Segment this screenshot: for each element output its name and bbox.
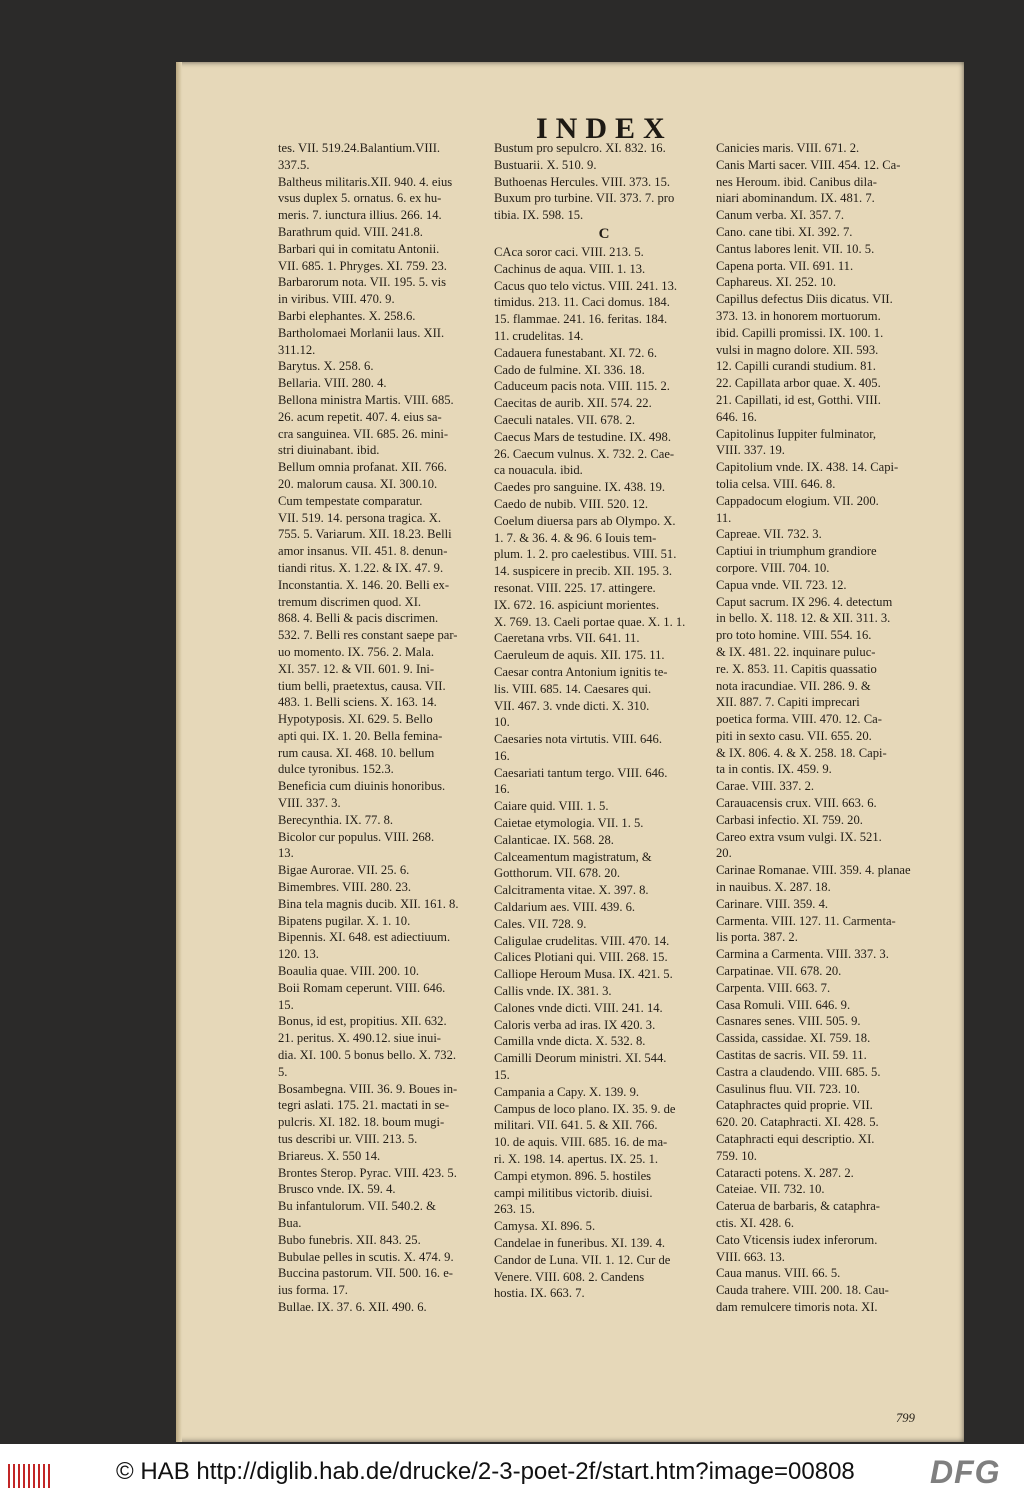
index-entry-line: Barbi elephantes. X. 258.6. bbox=[278, 308, 416, 323]
index-entry-line: apti qui. IX. 1. 20. Bella femina- bbox=[278, 728, 443, 743]
page-header: INDEX bbox=[536, 112, 673, 145]
index-entry-line: ri. X. 198. 14. apertus. IX. 25. 1. bbox=[494, 1152, 659, 1167]
index-entry-line: timidus. 213. 11. Caci domus. 184. bbox=[494, 295, 670, 310]
index-entry-line: Capillus defectus Diis dicatus. VII. bbox=[716, 292, 893, 307]
index-entry-line: Buccina pastorum. VII. 500. 16. e- bbox=[278, 1266, 453, 1281]
index-entry-line: in viribus. VIII. 470. 9. bbox=[278, 292, 395, 307]
index-entry-line: Carinae Romanae. VIII. 359. 4. planae bbox=[716, 863, 911, 878]
index-entry-line: Bustuarii. X. 510. 9. bbox=[494, 157, 597, 172]
index-entry-line: Buxum pro turbine. VII. 373. 7. pro bbox=[494, 191, 675, 206]
index-entry-line: cra sanguinea. VII. 685. 26. mini- bbox=[278, 426, 449, 441]
index-entry-line: 22. Capillata arbor quae. X. 405. bbox=[716, 376, 881, 391]
index-entry-line: 483. 1. Belli sciens. X. 163. 14. bbox=[278, 695, 437, 710]
index-entry-line: Captiui in triumphum grandiore bbox=[716, 544, 877, 559]
index-entry-line: 12. Capilli curandi studium. 81. bbox=[716, 359, 876, 374]
index-entry-line: dam remulcere timoris nota. XI. bbox=[716, 1299, 878, 1314]
index-column-1 bbox=[278, 140, 492, 1316]
index-entry-line: dia. XI. 100. 5 bonus bello. X. 732. bbox=[278, 1048, 457, 1063]
index-entry-line: Barbarorum nota. VII. 195. 5. vis bbox=[278, 275, 447, 290]
index-entry-line: VIII. 337. 19. bbox=[716, 443, 785, 458]
index-entry-line: Carpenta. VIII. 663. 7. bbox=[716, 980, 831, 995]
index-entry-line: tremum discrimen quod. XI. bbox=[278, 594, 422, 609]
index-column-3 bbox=[716, 140, 938, 1316]
index-entry-line: Cano. cane tibi. XI. 392. 7. bbox=[716, 224, 853, 239]
index-entry-line: Bustum pro sepulcro. XI. 832. 16. bbox=[494, 141, 666, 155]
index-entry-line: Bellona ministra Martis. VIII. 685. bbox=[278, 392, 454, 407]
index-entry-line: Bubulae pelles in scutis. X. 474. 9. bbox=[278, 1249, 454, 1264]
index-entry-line: nota iracundiae. VII. 286. 9. & bbox=[716, 678, 871, 693]
index-entry-line: Carbasi infectio. XI. 759. 20. bbox=[716, 812, 863, 827]
page-number: 799 bbox=[896, 1411, 915, 1425]
index-entry-line: rum causa. XI. 468. 10. bellum bbox=[278, 745, 435, 760]
index-entry-line: dulce tyronibus. 152.3. bbox=[278, 762, 394, 777]
index-entry-line: Caesar contra Antonium ignitis te- bbox=[494, 664, 668, 679]
index-entry-line: Caeretana vrbs. VII. 641. 11. bbox=[494, 631, 640, 646]
index-entry-line: amor insanus. VII. 451. 8. denun- bbox=[278, 544, 448, 559]
index-entry-line: Caloris verba ad iras. IX 420. 3. bbox=[494, 1017, 656, 1032]
index-entry-line: ctis. XI. 428. 6. bbox=[716, 1216, 795, 1230]
index-entry-line: Brusco vnde. IX. 59. 4. bbox=[278, 1182, 396, 1197]
copyright-link[interactable]: © HAB http://diglib.hab.de/drucke/2-3-poet-2f/start.htm?image=00808 bbox=[116, 1458, 855, 1485]
index-entry-line: Caphareus. XI. 252. 10. bbox=[716, 275, 836, 290]
index-entry-line: 337.5. bbox=[278, 157, 310, 172]
index-entry-line: Berecynthia. IX. 77. 8. bbox=[278, 812, 394, 827]
index-entry-line: Casnares senes. VIII. 505. 9. bbox=[716, 1014, 861, 1029]
index-entry-line: Calcitramenta vitae. X. 397. 8. bbox=[494, 883, 649, 898]
index-entry-line: in nauibus. X. 287. 18. bbox=[716, 880, 831, 895]
hab-logo-icon bbox=[8, 1464, 52, 1488]
index-entry-line: ibid. Capilli promissi. IX. 100. 1. bbox=[716, 325, 884, 340]
index-entry-line: Carmenta. VIII. 127. 11. Carmenta- bbox=[716, 913, 896, 928]
index-entry-line: Capua vnde. VII. 723. 12. bbox=[716, 577, 847, 592]
index-entry-line: Caput sacrum. IX 296. 4. detectum bbox=[716, 594, 893, 609]
index-entry-line: Camysa. XI. 896. 5. bbox=[494, 1219, 596, 1234]
index-entry-line: Bonus, id est, propitius. XII. 632. bbox=[278, 1014, 447, 1029]
index-entry-line: Caldarium aes. VIII. 439. 6. bbox=[494, 900, 636, 915]
index-entry-line: Carauacensis crux. VIII. 663. 6. bbox=[716, 796, 877, 811]
index-entry-line: Caterua de barbaris, & cataphra- bbox=[716, 1199, 880, 1214]
index-entry-line: Cantus labores lenit. VII. 10. 5. bbox=[716, 241, 875, 256]
index-entry-line: tium belli, praetextus, causa. VII. bbox=[278, 678, 446, 693]
index-entry-line: X. 769. 13. Caeli portae quae. X. 1. 1. bbox=[494, 614, 686, 629]
index-entry-line: Barathrum quid. VIII. 241.8. bbox=[278, 224, 423, 239]
dfg-logo: DFG bbox=[930, 1454, 1001, 1490]
index-entry-line: 1. 7. & 36. 4. & 96. 6 Iouis tem- bbox=[494, 530, 657, 545]
index-entry-line: Barytus. X. 258. 6. bbox=[278, 359, 374, 374]
index-entry-line: Buthoenas Hercules. VIII. 373. 15. bbox=[494, 174, 671, 189]
index-entry-line: Capena porta. VII. 691. 11. bbox=[716, 258, 854, 273]
index-entry-line: Campus de loco plano. IX. 35. 9. de bbox=[494, 1101, 676, 1116]
index-entry-line: Calceamentum magistratum, & bbox=[494, 849, 652, 864]
index-entry-line: Calices Plotiani qui. VIII. 268. 15. bbox=[494, 950, 668, 965]
index-entry-line: Camilli Deorum ministri. XI. 544. bbox=[494, 1051, 667, 1066]
index-entry-line: resonat. VIII. 225. 17. attingere. bbox=[494, 580, 656, 595]
index-entry-line: 120. 13. bbox=[278, 947, 319, 962]
index-entry-line: Caietae etymologia. VII. 1. 5. bbox=[494, 816, 644, 831]
index-entry-line: 16. bbox=[494, 782, 510, 797]
index-entry-line: 21. Capillati, id est, Gotthi. VIII. bbox=[716, 392, 881, 407]
index-entry-line: Caedes pro sanguine. IX. 438. 19. bbox=[494, 480, 666, 495]
footer-bar bbox=[0, 1444, 1024, 1502]
index-entry-line: Caiare quid. VIII. 1. 5. bbox=[494, 799, 609, 814]
index-entry-line: Bubo funebris. XII. 843. 25. bbox=[278, 1232, 421, 1247]
page-edge bbox=[176, 62, 182, 1442]
index-entry-line: tiandi ritus. X. 1.22. & IX. 47. 9. bbox=[278, 560, 444, 575]
index-entry-line: Inconstantia. X. 146. 20. Belli ex- bbox=[278, 577, 450, 592]
index-entry-line: Gotthorum. VII. 678. 20. bbox=[494, 866, 621, 881]
index-entry-line: Canum verba. XI. 357. 7. bbox=[716, 208, 845, 223]
index-entry-line: 532. 7. Belli res constant saepe par- bbox=[278, 628, 458, 643]
index-entry-line: CAca soror caci. VIII. 213. 5. bbox=[494, 244, 644, 259]
index-entry-line: 14. suspicere in precib. XII. 195. 3. bbox=[494, 564, 673, 579]
index-entry-line: Capitolium vnde. IX. 438. 14. Capi- bbox=[716, 460, 899, 475]
index-entry-line: Capitolinus Iuppiter fulminator, bbox=[716, 426, 877, 441]
index-entry-line: Bipatens pugilar. X. 1. 10. bbox=[278, 913, 411, 928]
index-entry-line: Caduceum pacis nota. VIII. 115. 2. bbox=[494, 379, 670, 394]
index-entry-line: tus describi ur. VIII. 213. 5. bbox=[278, 1132, 418, 1147]
section-letter: C bbox=[598, 225, 610, 242]
index-entry-line: re. X. 853. 11. Capitis quassatio bbox=[716, 661, 877, 676]
index-entry-line: tes. VII. 519.24.Balantium.VIII. bbox=[278, 141, 441, 155]
index-entry-line: Cappadocum elogium. VII. 200. bbox=[716, 493, 879, 508]
index-entry-line: Capreae. VII. 732. 3. bbox=[716, 527, 822, 542]
index-entry-line: Caeculi natales. VII. 678. 2. bbox=[494, 412, 636, 427]
index-entry-line: 15. bbox=[494, 1068, 510, 1083]
index-entry-line: Boii Romam ceperunt. VIII. 646. bbox=[278, 980, 446, 995]
index-entry-line: ius forma. 17. bbox=[278, 1283, 348, 1298]
index-entry-line: 21. peritus. X. 490.12. siue inui- bbox=[278, 1031, 442, 1046]
index-entry-line: 20. malorum causa. XI. 300.10. bbox=[278, 476, 438, 491]
index-entry-line: 20. bbox=[716, 846, 732, 861]
index-entry-line: 13. bbox=[278, 846, 294, 861]
index-entry-line: lis. VIII. 685. 14. Caesares qui. bbox=[494, 681, 652, 696]
index-entry-line: corpore. VIII. 704. 10. bbox=[716, 560, 830, 575]
index-entry-line: meris. 7. iunctura illius. 266. 14. bbox=[278, 208, 442, 223]
index-entry-line: Casa Romuli. VIII. 646. 9. bbox=[716, 997, 851, 1012]
index-entry-line: Calones vnde dicti. VIII. 241. 14. bbox=[494, 1000, 663, 1015]
index-entry-line: Bosambegna. VIII. 36. 9. Boues in- bbox=[278, 1081, 458, 1096]
index-entry-line: Calliope Heroum Musa. IX. 421. 5. bbox=[494, 967, 673, 982]
index-entry-line: Cauda trahere. VIII. 200. 18. Cau- bbox=[716, 1283, 889, 1298]
index-entry-line: Baltheus militaris.XII. 940. 4. eius bbox=[278, 174, 453, 189]
index-entry-line: 15. flammae. 241. 16. feritas. 184. bbox=[494, 312, 668, 327]
index-entry-line: VIII. 663. 13. bbox=[716, 1249, 785, 1264]
index-entry-line: nes Heroum. ibid. Canibus dila- bbox=[716, 174, 877, 189]
index-entry-line: ca nouacula. ibid. bbox=[494, 463, 583, 478]
index-entry-line: tolia celsa. VIII. 646. 8. bbox=[716, 476, 836, 491]
index-entry-line: Caua manus. VIII. 66. 5. bbox=[716, 1266, 841, 1281]
index-entry-line: Caesariati tantum tergo. VIII. 646. bbox=[494, 765, 668, 780]
index-entry-line: Carinare. VIII. 359. 4. bbox=[716, 896, 829, 911]
index-entry-line: Caecitas de aurib. XII. 574. 22. bbox=[494, 396, 652, 411]
index-entry-line: Campi etymon. 896. 5. hostiles bbox=[494, 1168, 652, 1183]
index-entry-line: Caeruleum de aquis. XII. 175. 11. bbox=[494, 648, 665, 663]
index-entry-line: VII. 519. 14. persona tragica. X. bbox=[278, 510, 441, 525]
index-entry-line: 5. bbox=[278, 1064, 288, 1079]
index-entry-line: stri diuinabant. ibid. bbox=[278, 443, 380, 458]
index-entry-line: VII. 467. 3. vnde dicti. X. 310. bbox=[494, 698, 650, 713]
index-entry-line: Barbari qui in comitatu Antonii. bbox=[278, 241, 440, 256]
index-entry-line: poetica forma. VIII. 470. 12. Ca- bbox=[716, 712, 882, 727]
index-entry-line: Cataracti potens. X. 287. 2. bbox=[716, 1165, 854, 1180]
index-entry-line: Cataphractes quid proprie. VII. bbox=[716, 1098, 873, 1113]
index-entry-line: XII. 887. 7. Capiti imprecari bbox=[716, 695, 860, 710]
index-entry-line: 646. 16. bbox=[716, 409, 757, 424]
index-entry-line: 11. bbox=[716, 510, 732, 525]
index-entry-line: 373. 13. in honorem mortuorum. bbox=[716, 308, 881, 323]
index-entry-line: & IX. 806. 4. & X. 258. 18. Capi- bbox=[716, 745, 887, 760]
index-entry-line: vsus duplex 5. ornatus. 6. ex hu- bbox=[278, 191, 442, 206]
index-entry-line: Bimembres. VIII. 280. 23. bbox=[278, 880, 412, 895]
index-entry-line: Canis Marti sacer. VIII. 454. 12. Ca- bbox=[716, 157, 901, 172]
index-entry-line: 16. bbox=[494, 748, 510, 763]
index-entry-line: Cataphracti equi descriptio. XI. bbox=[716, 1132, 875, 1147]
index-entry-line: Bua. bbox=[278, 1216, 302, 1230]
index-entry-line: 10. bbox=[494, 715, 510, 730]
index-column-2 bbox=[494, 140, 714, 1302]
index-entry-line: 263. 15. bbox=[494, 1202, 535, 1217]
index-entry-line: in bello. X. 118. 12. & XII. 311. 3. bbox=[716, 611, 891, 626]
index-entry-line: Beneficia cum diuinis honoribus. bbox=[278, 779, 446, 794]
index-entry-line: Cassida, cassidae. XI. 759. 18. bbox=[716, 1031, 871, 1046]
index-entry-line: Briareus. X. 550 14. bbox=[278, 1148, 381, 1163]
index-entry-line: Venere. VIII. 608. 2. Candens bbox=[494, 1269, 645, 1284]
index-entry-line: campi militibus victorib. diuisi. bbox=[494, 1185, 653, 1200]
index-entry-line: IX. 672. 16. aspiciunt morientes. bbox=[494, 597, 660, 612]
index-entry-line: & IX. 481. 22. inquinare puluc- bbox=[716, 644, 876, 659]
index-entry-line: vulsi in magno dolore. XII. 593. bbox=[716, 342, 879, 357]
index-entry-line: 759. 10. bbox=[716, 1148, 757, 1163]
index-entry-line: pro toto homine. VIII. 554. 16. bbox=[716, 628, 872, 643]
index-entry-line: Carae. VIII. 337. 2. bbox=[716, 779, 815, 794]
index-entry-line: Castitas de sacris. VII. 59. 11. bbox=[716, 1048, 867, 1063]
index-entry-line: Cachinus de aqua. VIII. 1. 13. bbox=[494, 261, 646, 276]
index-entry-line: Campania a Capy. X. 139. 9. bbox=[494, 1084, 640, 1099]
index-entry-line: 868. 4. Belli & pacis discrimen. bbox=[278, 611, 439, 626]
index-entry-line: Cato Vticensis iudex inferorum. bbox=[716, 1232, 878, 1247]
index-entry-line: Carmina a Carmenta. VIII. 337. 3. bbox=[716, 947, 889, 962]
index-entry-line: Brontes Sterop. Pyrac. VIII. 423. 5. bbox=[278, 1165, 457, 1180]
index-entry-line: ta in contis. IX. 459. 9. bbox=[716, 762, 832, 777]
index-entry-line: Camilla vnde dicta. X. 532. 8. bbox=[494, 1034, 646, 1049]
index-entry-line: Calanticae. IX. 568. 28. bbox=[494, 832, 614, 847]
index-entry-line: Candor de Luna. VII. 1. 12. Cur de bbox=[494, 1252, 671, 1267]
index-entry-line: Hypotyposis. XI. 629. 5. Bello bbox=[278, 712, 433, 727]
index-entry-line: Bicolor cur populus. VIII. 268. bbox=[278, 829, 435, 844]
index-entry-line: Caedo de nubib. VIII. 520. 12. bbox=[494, 496, 649, 511]
index-entry-line: Cado de fulmine. XI. 336. 18. bbox=[494, 362, 645, 377]
index-entry-line: militari. VII. 641. 5. & XII. 766. bbox=[494, 1118, 658, 1133]
index-entry-line: Bina tela magnis ducib. XII. 161. 8. bbox=[278, 896, 459, 911]
index-entry-line: 15. bbox=[278, 997, 294, 1012]
index-entry-line: tegri aslati. 175. 21. mactati in se- bbox=[278, 1098, 450, 1113]
index-entry-line: pulcris. XI. 182. 18. boum mugi- bbox=[278, 1115, 445, 1130]
index-entry-line: hostia. IX. 663. 7. bbox=[494, 1286, 585, 1301]
index-entry-line: 11. crudelitas. 14. bbox=[494, 328, 584, 343]
index-entry-line: Candelae in funeribus. XI. 139. 4. bbox=[494, 1236, 666, 1250]
index-entry-line: Coelum diuersa pars ab Olympo. X. bbox=[494, 513, 676, 528]
index-entry-line: Caligulae crudelitas. VIII. 470. 14. bbox=[494, 933, 670, 948]
index-entry-line: Carpatinae. VII. 678. 20. bbox=[716, 964, 842, 979]
index-entry-line: Bu infantulorum. VII. 540.2. & bbox=[278, 1199, 436, 1214]
index-entry-line: Bullae. IX. 37. 6. XII. 490. 6. bbox=[278, 1299, 427, 1314]
index-entry-line: Caecus Mars de testudine. IX. 498. bbox=[494, 429, 671, 444]
index-entry-line: uo momento. IX. 756. 2. Mala. bbox=[278, 644, 435, 659]
index-entry-line: VII. 685. 1. Phryges. XI. 759. 23. bbox=[278, 258, 447, 273]
index-entry-line: Bellum omnia profanat. XII. 766. bbox=[278, 460, 447, 475]
index-entry-line: 755. 5. Variarum. XII. 18.23. Belli bbox=[278, 527, 452, 542]
index-entry-line: Cum tempestate comparatur. bbox=[278, 493, 423, 508]
index-entry-line: Castra a claudendo. VIII. 685. 5. bbox=[716, 1064, 881, 1079]
index-entry-line: Bellaria. VIII. 280. 4. bbox=[278, 376, 387, 391]
index-entry-line: Cales. VII. 728. 9. bbox=[494, 916, 587, 931]
index-entry-line: lis porta. 387. 2. bbox=[716, 930, 798, 945]
index-entry-line: 620. 20. Cataphracti. XI. 428. 5. bbox=[716, 1115, 879, 1130]
index-entry-line: Bipennis. XI. 648. est adiectiuum. bbox=[278, 930, 451, 945]
index-entry-line: Canicies maris. VIII. 671. 2. bbox=[716, 141, 860, 155]
index-entry-line: VIII. 337. 3. bbox=[278, 796, 341, 811]
index-entry-line: 311.12. bbox=[278, 342, 316, 357]
index-entry-line: Callis vnde. IX. 381. 3. bbox=[494, 984, 612, 999]
index-entry-line: Casulinus fluu. VII. 723. 10. bbox=[716, 1081, 860, 1096]
index-entry-line: Cadauera funestabant. XI. 72. 6. bbox=[494, 345, 657, 360]
index-entry-line: Caesaries nota virtutis. VIII. 646. bbox=[494, 732, 662, 747]
index-entry-line: Bartholomaei Morlanii laus. XII. bbox=[278, 325, 445, 340]
index-entry-line: Cacus quo telo victus. VIII. 241. 13. bbox=[494, 278, 678, 293]
index-entry-line: tibia. IX. 598. 15. bbox=[494, 208, 584, 223]
index-entry-line: piti in sexto casu. VII. 655. 20. bbox=[716, 728, 872, 743]
index-entry-line: Bigae Aurorae. VII. 25. 6. bbox=[278, 863, 410, 878]
index-entry-line: 26. Caecum vulnus. X. 732. 2. Cae- bbox=[494, 446, 675, 461]
index-entry-line: plum. 1. 2. pro caelestibus. VIII. 51. bbox=[494, 547, 677, 562]
index-entry-line: Careo extra vsum vulgi. IX. 521. bbox=[716, 829, 882, 844]
index-entry-line: 10. de aquis. VIII. 685. 16. de ma- bbox=[494, 1135, 668, 1150]
index-entry-line: Cateiae. VII. 732. 10. bbox=[716, 1182, 825, 1197]
index-entry-line: Boaulia quae. VIII. 200. 10. bbox=[278, 964, 420, 979]
index-entry-line: XI. 357. 12. & VII. 601. 9. Ini- bbox=[278, 661, 435, 676]
index-entry-line: 26. acum repetit. 407. 4. eius sa- bbox=[278, 409, 442, 424]
index-entry-line: niari abominandum. IX. 481. 7. bbox=[716, 191, 875, 206]
